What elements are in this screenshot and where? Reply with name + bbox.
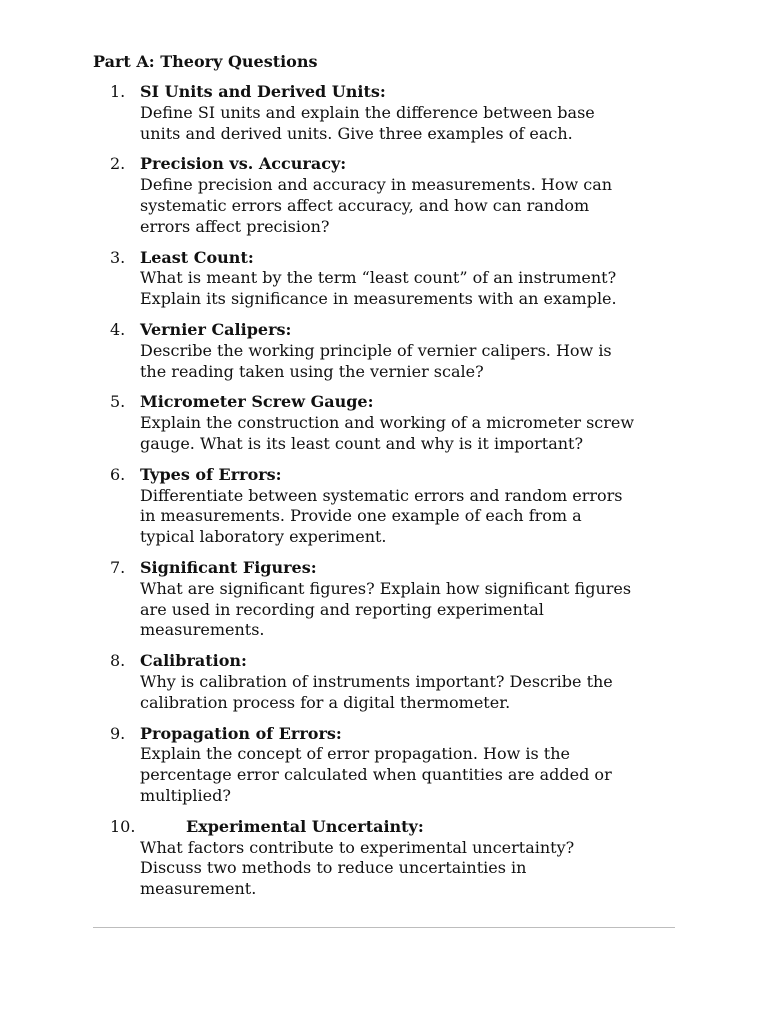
part-title: Part A: Theory Questions	[93, 52, 318, 71]
question-text-line: Discuss two methods to reduce uncertainties in	[140, 858, 527, 878]
question-title: Significant Figures:	[140, 557, 317, 577]
question-number: 10.	[110, 816, 136, 836]
question-text-line: errors affect precision?	[140, 216, 330, 236]
question-text-line: Define SI units and explain the difference between base	[140, 102, 595, 122]
bottom-divider	[93, 927, 675, 928]
question-text-line: Explain the construction and working of a micrometer screw	[140, 413, 635, 433]
question-number: 2.	[110, 154, 126, 174]
question-text	[140, 341, 710, 383]
question-text-line: the reading taken using the vernier scale?	[140, 361, 484, 381]
question-item	[110, 154, 710, 237]
question-text-line: Explain its significance in measurements with an example.	[140, 289, 617, 309]
question-text-line: What is meant by the term “least count” of an instrument?	[140, 268, 617, 288]
question-item	[110, 82, 710, 144]
question-text-line: in measurements. Provide one example of each from a	[140, 506, 582, 526]
question-text-line: Define precision and accuracy in measurements. How can	[140, 175, 613, 195]
question-number: 4.	[110, 319, 126, 339]
question-number: 3.	[110, 247, 126, 267]
question-text-line: measurements.	[140, 620, 265, 640]
question-item	[110, 248, 710, 310]
question-title: Least Count:	[140, 247, 254, 267]
question-title: Experimental Uncertainty:	[186, 816, 424, 836]
question-item	[110, 465, 710, 548]
question-text	[140, 838, 710, 900]
question-title: Types of Errors:	[140, 464, 282, 484]
question-item	[110, 651, 710, 713]
question-text	[140, 744, 710, 806]
question-text-line: Why is calibration of instruments important? Describe the	[140, 671, 613, 691]
question-text-line: multiplied?	[140, 785, 231, 805]
question-text-line: typical laboratory experiment.	[140, 527, 387, 547]
question-title: SI Units and Derived Units:	[140, 82, 386, 101]
question-text-line: are used in recording and reporting experimental	[140, 599, 544, 619]
question-title: Calibration:	[140, 651, 247, 671]
question-title: Precision vs. Accuracy:	[140, 154, 347, 174]
question-text	[140, 103, 710, 145]
question-text-line: units and derived units. Give three examples of each.	[140, 123, 573, 143]
question-item	[110, 558, 710, 641]
question-text-line: What are significant figures? Explain how significant figures	[140, 578, 632, 598]
question-item	[110, 817, 710, 900]
question-text-line: What factors contribute to experimental uncertainty?	[140, 837, 575, 857]
question-number: 8.	[110, 651, 126, 671]
question-text-line: Describe the working principle of vernier calipers. How is	[140, 340, 612, 360]
question-text-line: systematic errors affect accuracy, and how can random	[140, 195, 590, 215]
question-text	[140, 268, 710, 310]
question-text-line: gauge. What is its least count and why is it important?	[140, 433, 584, 453]
question-text-line: percentage error calculated when quantities are added or	[140, 765, 612, 785]
question-number: 6.	[110, 464, 126, 484]
question-text	[140, 175, 710, 237]
question-text	[140, 579, 710, 641]
question-title: Propagation of Errors:	[140, 723, 342, 743]
question-number: 7.	[110, 557, 126, 577]
question-item	[110, 320, 710, 382]
question-number: 9.	[110, 723, 126, 743]
question-title: Micrometer Screw Gauge:	[140, 392, 374, 412]
question-text-line: Explain the concept of error propagation. How is the	[140, 744, 570, 764]
question-text	[140, 413, 710, 455]
question-text	[140, 486, 710, 548]
question-number: 5.	[110, 392, 126, 412]
question-text-line: calibration process for a digital thermometer.	[140, 692, 511, 712]
question-list	[110, 82, 710, 910]
question-text-line: measurement.	[140, 879, 257, 899]
question-text-line: Differentiate between systematic errors and random errors	[140, 485, 623, 505]
question-number: 1.	[110, 82, 126, 101]
question-item	[110, 392, 710, 454]
question-item	[110, 724, 710, 807]
question-text	[140, 672, 710, 714]
question-title: Vernier Calipers:	[140, 319, 292, 339]
